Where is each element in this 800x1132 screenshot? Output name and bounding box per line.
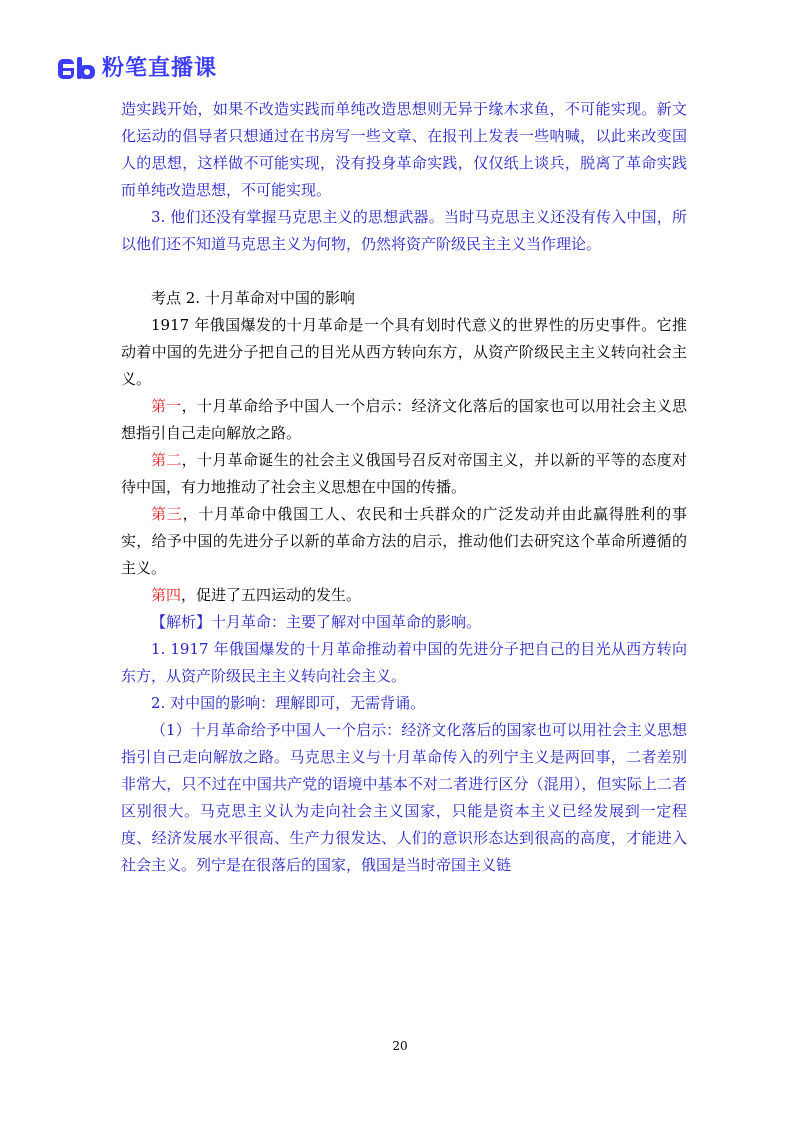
- paragraph-marxism-weapon: 3. 他们还没有掌握马克思主义的思想武器。当时马克思主义还没有传入中国，所以他们还不知道马克思主义为何物，仍然将资产阶级民主主义当作理论。: [121, 208, 687, 253]
- point-text: ，十月革命诞生的社会主义俄国号召反对帝国主义，并以新的平等的态度对待中国，有力地推动了社会主义思想在中国的传播。: [121, 451, 687, 496]
- brand-title: 粉笔直播课: [102, 56, 218, 81]
- page-number: 20: [392, 1039, 408, 1053]
- point-label: 第一: [151, 397, 182, 415]
- section-heading: 考点 2. 十月革命对中国的影响: [151, 289, 355, 307]
- analysis-title-text: 十月革命：主要了解对中国革命的影响。: [211, 613, 482, 631]
- fb-logo-icon: [58, 57, 96, 81]
- point-label: 第二: [151, 451, 182, 469]
- analysis-item-1: 1. 1917 年俄国爆发的十月革命推动着中国的先进分子把自己的目光从西方转向东方，从资产阶级民主主义转向社会主义。: [121, 640, 687, 685]
- analysis-title: [121, 609, 687, 636]
- analysis-item-2: 2. 对中国的影响：理解即可，无需背诵。: [151, 694, 426, 712]
- header: [58, 54, 217, 84]
- page-content: [121, 96, 687, 879]
- point-item: [121, 447, 687, 501]
- paragraph-reform-practice: 造实践开始，如果不改造实践而单纯改造思想则无异于缘木求鱼，不可能实现。新文化运动的倡导者只想通过在书房写一些文章、在报刊上发表一些呐喊，以此来改变国人的思想，这样做不可能实现，没有投身革命实践，仅仅纸上谈兵，脱离了革命实践而单纯改造思想，不可能实现。: [121, 100, 687, 199]
- point-item: [121, 582, 687, 609]
- spacer: [121, 258, 687, 285]
- point-item: [121, 393, 687, 447]
- point-text: ，促进了五四运动的发生。: [181, 586, 362, 604]
- section-intro: 1917 年俄国爆发的十月革命是一个具有划时代意义的世界性的历史事件。它推动着中国的先进分子把自己的目光从西方转向东方，从资产阶级民主主义转向社会主义。: [121, 316, 687, 388]
- analysis-tag: 【解析】: [151, 613, 212, 631]
- point-item: [121, 501, 687, 582]
- point-label: 第四: [151, 586, 182, 604]
- point-label: 第三: [151, 505, 183, 523]
- analysis-item-3: （1）十月革命给予中国人一个启示：经济文化落后的国家也可以用社会主义思想指引自己走向解放之路。马克思主义与十月革命传入的列宁主义是两回事，二者差别非常大，只不过在中国共产党的语境中基本不对二者进行区分（混用），但实际上二者区别很大。马克思主义认为走向社会主义国家，只能是资本主义已经发展到一定程度、经济发展水平很高、生产力很发达、人们的意识形态达到很高的高度，才能进入社会主义。列宁是在很落后的国家，俄国是当时帝国主义链: [121, 721, 687, 874]
- point-text: ，十月革命中俄国工人、农民和士兵群众的广泛发动并由此赢得胜利的事实，给予中国的先进分子以新的革命方法的启示，推动他们去研究这个革命所遵循的主义。: [121, 505, 687, 577]
- point-text: ，十月革命给予中国人一个启示：经济文化落后的国家也可以用社会主义思想指引自己走向解放之路。: [121, 397, 687, 442]
